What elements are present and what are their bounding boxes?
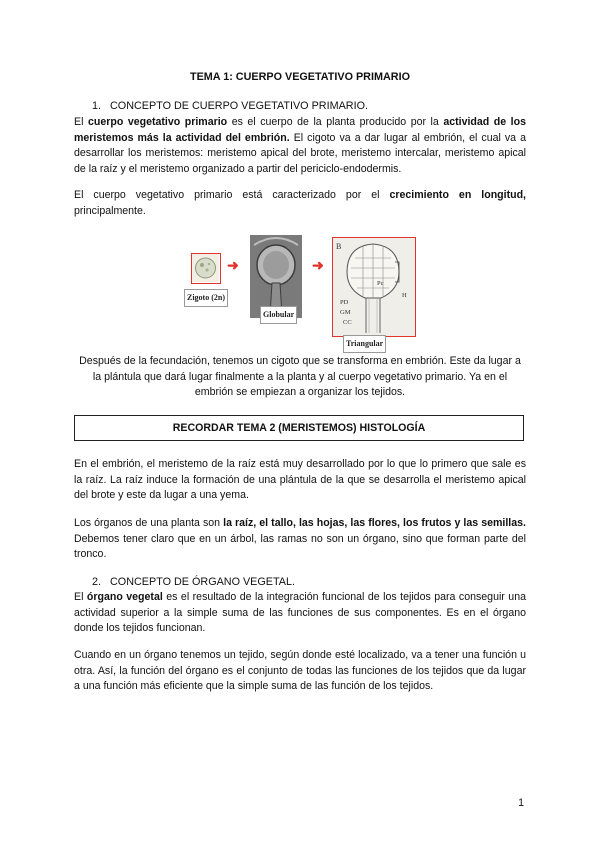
section-1-heading: 1. CONCEPTO DE CUERPO VEGETATIVO PRIMARIO. [92, 100, 368, 112]
figure-label-h: H [402, 292, 407, 299]
figure-label-pc: Pc [377, 280, 384, 287]
section-1-paragraph-2: El cuerpo vegetativo primario está caracterizado por el crecimiento en longitud, principalmente. [74, 189, 526, 217]
triangular-label: Triangular [343, 335, 386, 353]
globular-label: Globular [260, 306, 297, 324]
paragraph-plant-organs: Los órganos de una planta son la raíz, el tallo, las hojas, las flores, los frutos y las semillas. Debemos tener claro que en un árbol, las ramas no son un órgano, sino que forman parte del tronco. [74, 517, 526, 561]
figure-label-cc: CC [343, 319, 352, 326]
figure-letter-b: B [336, 242, 342, 251]
arrow-right-icon: ➜ [312, 257, 324, 273]
section-2-heading: 2. CONCEPTO DE ÓRGANO VEGETAL. [92, 576, 295, 588]
paragraph-embryo-root: En el embrión, el meristemo de la raíz está muy desarrollado por lo que lo primero que sale es la raíz. La raíz induce la formación de una plántula de la que se desarrolla el meristemo apical del brote y este da lugar a una yema. [74, 458, 526, 502]
figure-caption: Después de la fecundación, tenemos un cigoto que se transforma en embrión. Este da lugar a la plántula que dará lugar finalmente a la planta y al cuerpo vegetativo primario. Ya en el embrión se empiezan a organizar los tejidos. [79, 355, 521, 399]
figure-label-gm: GM [340, 309, 351, 316]
zygote-image [191, 253, 221, 284]
section-1-paragraph-1: El cuerpo vegetativo primario es el cuerpo de la planta producido por la actividad de los meristemos más la actividad del embrión. El cigoto va a dar lugar al embrión, el cual va a desarrollar los meristemos: meristemo apical del brote, meristemo intercalar, meristemo apical de la raíz y el meristemo organizado a partir del periciclo-endodermis. [74, 116, 526, 175]
page-number: 1 [518, 797, 524, 809]
arrow-right-icon: ➜ [227, 257, 239, 273]
section-2-paragraph-2: Cuando en un órgano tenemos un tejido, según donde esté localizado, va a tener una función u otra. Así, la función del órgano es el conjunto de todas las funciones de los tejidos que da lugar a una función más eficiente que la simple suma de las función de los tejidos. [74, 649, 526, 693]
page-title: TEMA 1: CUERPO VEGETATIVO PRIMARIO [190, 71, 410, 83]
section-2-paragraph-1: El órgano vegetal es el resultado de la integración funcional de los tejidos para conseguir una actividad superior a la simple suma de las funciones de sus componentes. Es en el órgano donde los tejidos funcionan. [74, 591, 526, 635]
zygote-label: Zigoto (2n) [184, 289, 228, 307]
embryo-development-figure [184, 232, 424, 350]
reminder-box: RECORDAR TEMA 2 (MERISTEMOS) HISTOLOGÍA [74, 415, 524, 441]
figure-label-pd: PD [340, 299, 349, 306]
